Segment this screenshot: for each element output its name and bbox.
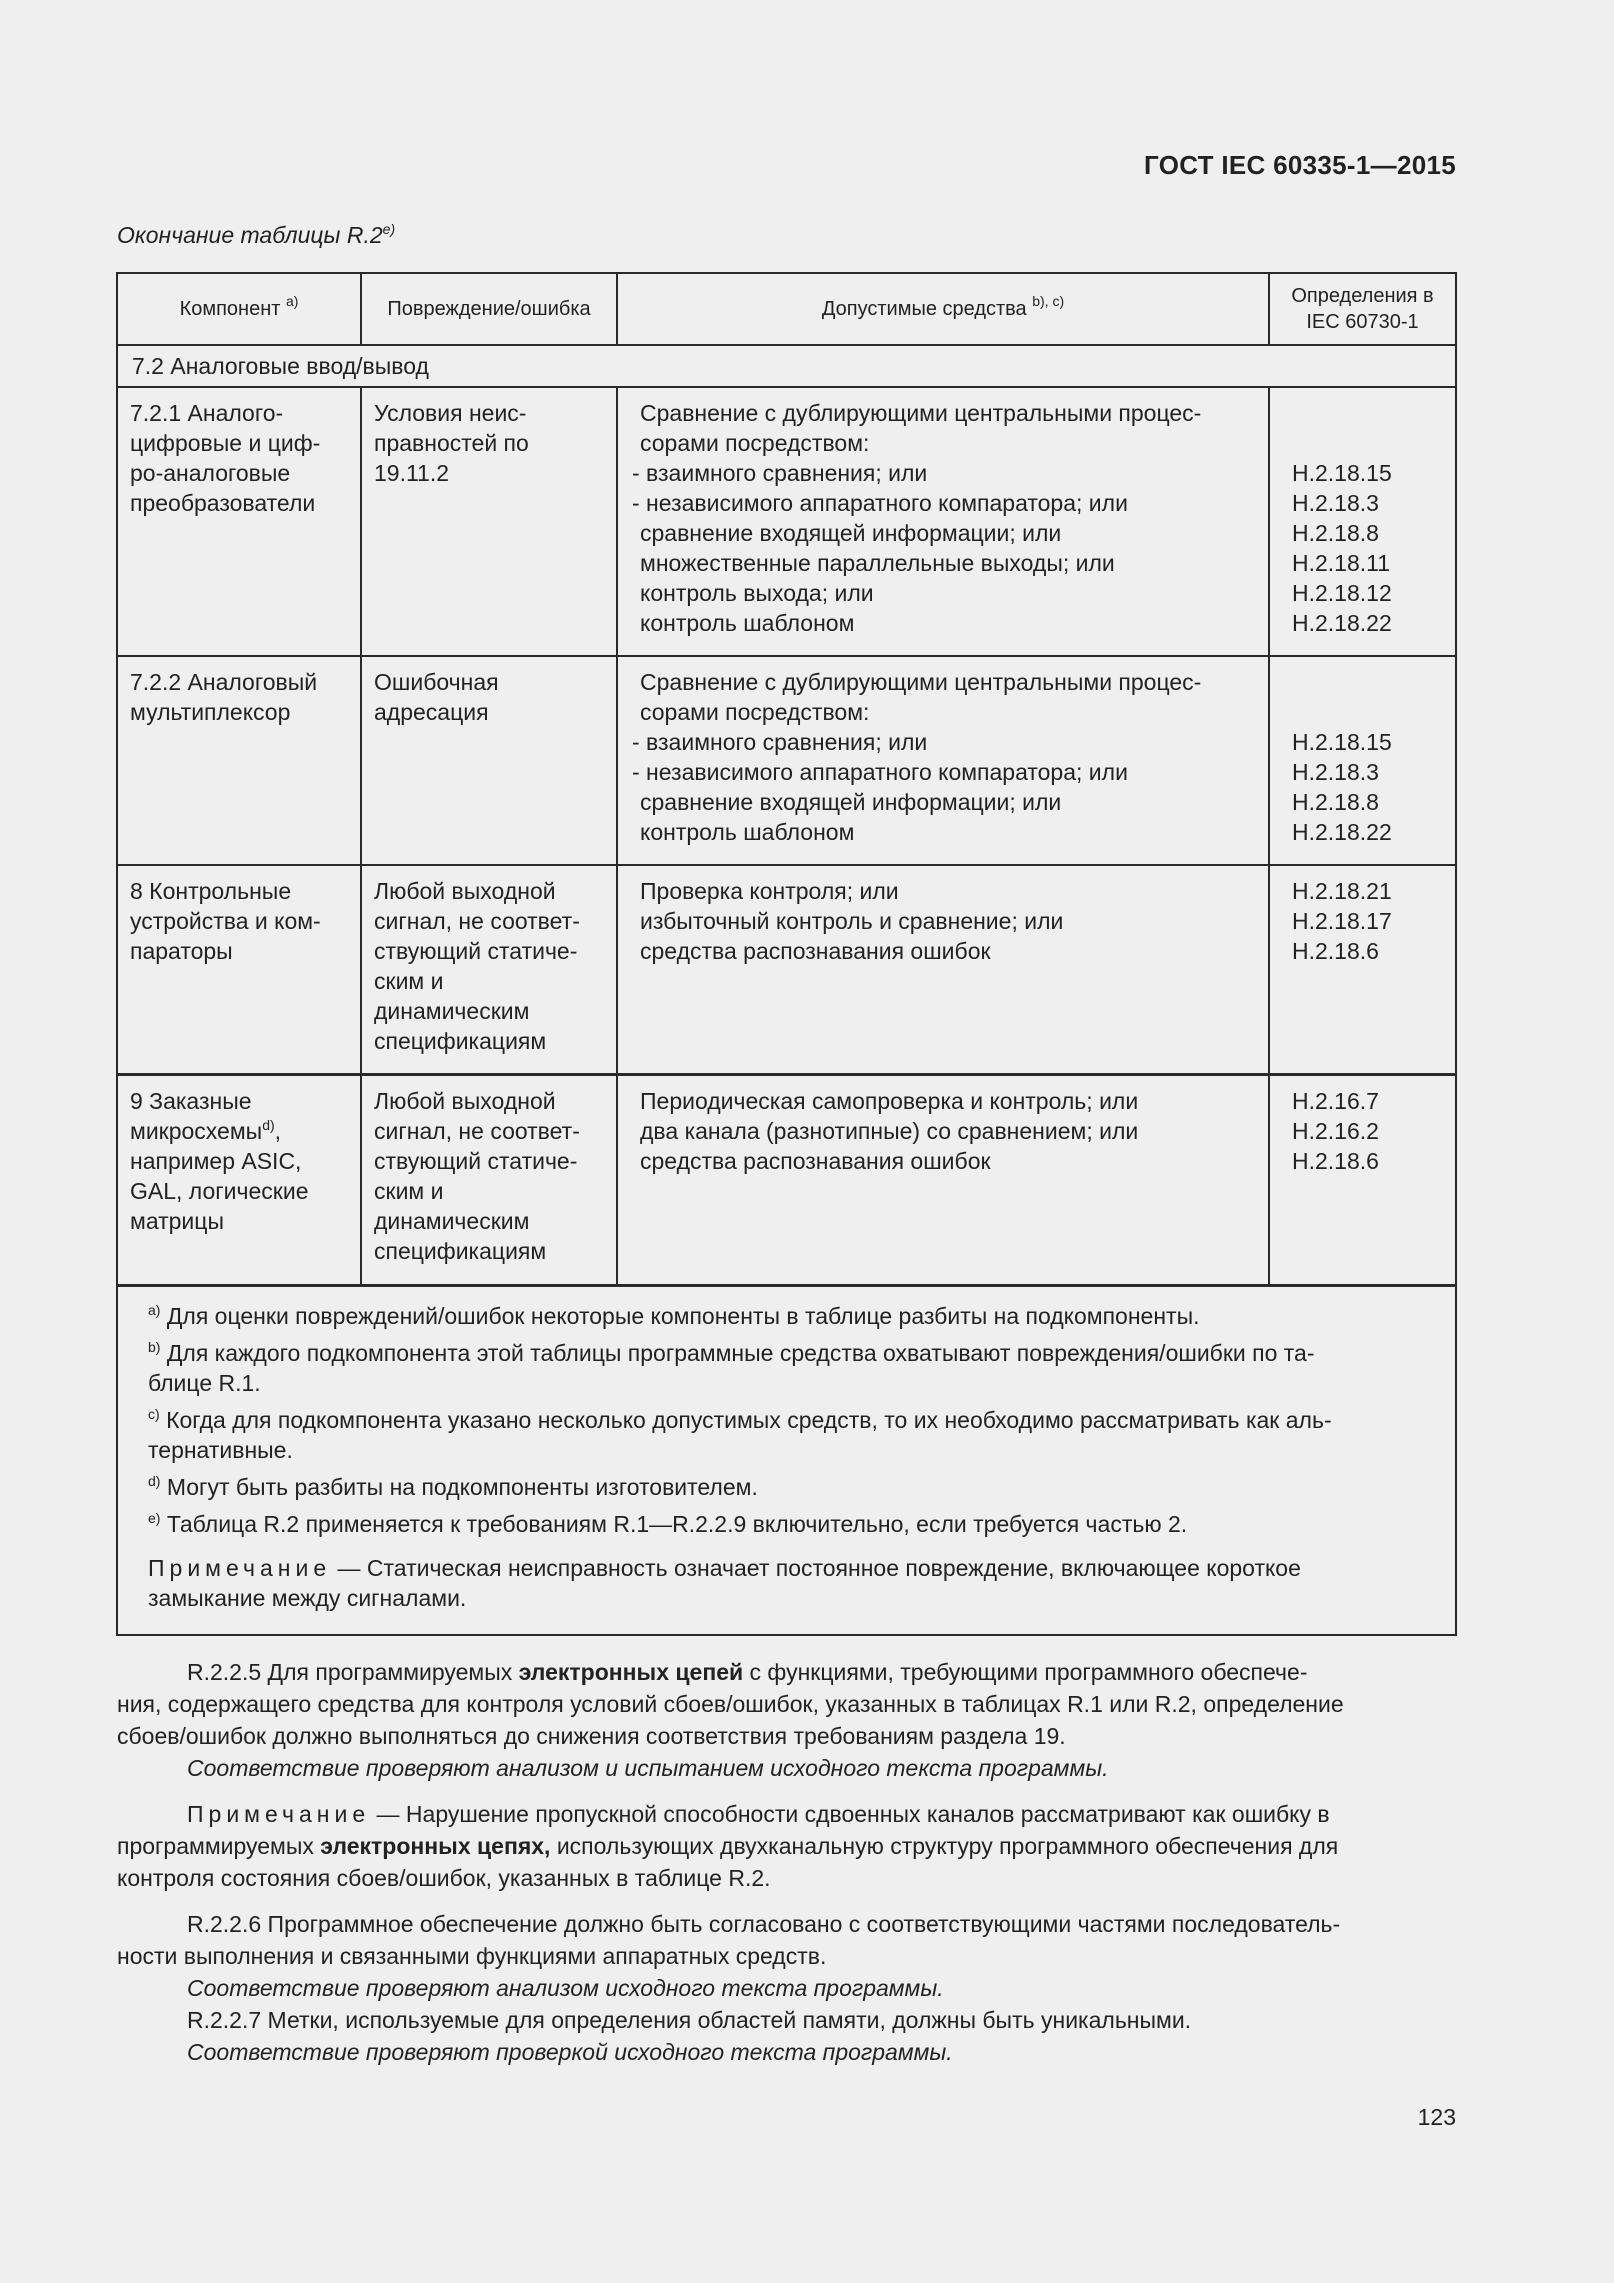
paragraph-r226-cont: ности выполнения и связанными функциями аппаратных средств.: [117, 1943, 827, 1969]
paragraph-r225-cont: ния, содержащего средства для контроля условий сбоев/ошибок, указанных в таблицах R.1 или R.2, определение: [117, 1691, 1344, 1717]
component-cell: 8 Контрольные устройства и ком- параторы: [117, 865, 361, 1075]
note-r225-cont2: контроля состояния сбоев/ошибок, указанных в таблице R.2.: [117, 1865, 771, 1891]
definitions-cell: H.2.18.15 H.2.18.3 H.2.18.8 H.2.18.22: [1269, 656, 1456, 865]
footnote-e: $^{e)}$ Таблица R.2 применяется к требованиям R.1—R.2.2.9 включительно, если требуется частью 2.: [148, 1510, 1188, 1537]
definitions-cell: H.2.18.21 H.2.18.17 H.2.18.6: [1269, 865, 1456, 1075]
caption-text: Окончание таблицы R.2: [117, 222, 383, 248]
paragraph-r226: R.2.2.6 Программное обеспечение должно быть согласовано с соответствующими частями последователь-: [187, 1911, 1341, 1937]
definitions-cell: H.2.18.15 H.2.18.3 H.2.18.8 H.2.18.11 H.2.18.12 H.2.18.22: [1269, 387, 1456, 656]
paragraph-r227: R.2.2.7 Метки, используемые для определения областей памяти, должны быть уникальными.: [187, 2007, 1192, 2033]
table-row: [117, 387, 1456, 656]
table-row: [117, 865, 1456, 1075]
footnote-c: $^{c)}$ Когда для подкомпонента указано несколько допустимых средств, то их необходимо рассматривать как аль- тернативные.: [148, 1406, 1332, 1463]
footnotes-row: [117, 1286, 1456, 1636]
header-definitions: Определения в IEC 60730-1: [1269, 273, 1456, 345]
fault-cell: Любой выходной сигнал, не соответ- ствующий статиче- ским и динамическим спецификациям: [361, 1075, 617, 1286]
means-cell: Проверка контроля; или избыточный контроль и сравнение; или средства распознавания ошибок: [617, 865, 1269, 1075]
means-cell: Сравнение с дублирующими центральными процес- сорами посредством: - взаимного сравнения; или - независимого аппаратного компаратора; или сравнение входящей информации; или контроль шаблоном: [617, 656, 1269, 865]
footnotes-cell: [117, 1286, 1456, 1636]
table-header-row: [117, 273, 1456, 345]
table-r2: [116, 272, 1457, 1636]
compliance-r227: Соответствие проверяют проверкой исходного текста программы.: [187, 2039, 953, 2065]
header-component: Компонент $^{a)}$: [117, 273, 361, 345]
header-fault: Повреждение/ошибка: [361, 273, 617, 345]
fault-cell: Любой выходной сигнал, не соответ- ствующий статиче- ским и динамическим спецификациям: [361, 865, 617, 1075]
means-cell: Периодическая самопроверка и контроль; или два канала (разнотипные) со сравнением; или средства распознавания ошибок: [617, 1075, 1269, 1286]
note-r225-cont: программируемых электронных цепях, использующих двухканальную структуру программного обеспечения для: [117, 1833, 1339, 1859]
header-means: Допустимые средства $^{b), c)}$: [617, 273, 1269, 345]
fault-cell: Ошибочная адресация: [361, 656, 617, 865]
footnote-a: $^{a)}$ Для оценки повреждений/ошибок некоторые компоненты в таблице разбиты на подкомпоненты.: [148, 1302, 1200, 1329]
table-note: Примечание — Статическая неисправность означает постоянное повреждение, включающее короткое замыкание между сигналами.: [148, 1555, 1301, 1611]
footnote-d: $^{d)}$ Могут быть разбиты на подкомпоненты изготовителем.: [148, 1473, 758, 1500]
component-cell: 9 Заказные микросхемы$^{d)}$, например ASIC, GAL, логические матрицы: [117, 1075, 361, 1286]
note-r225: Примечание — Нарушение пропускной способности сдвоенных каналов рассматривают как ошибку в: [187, 1801, 1330, 1827]
compliance-r226: Соответствие проверяют анализом исходного текста программы.: [187, 1975, 944, 2001]
fault-cell: Условия неис- правностей по 19.11.2: [361, 387, 617, 656]
caption-sup: е): [382, 221, 396, 237]
table-row: [117, 656, 1456, 865]
page-number: 123: [1417, 2104, 1456, 2130]
table-row: [117, 1075, 1456, 1286]
paragraph-r225-cont2: сбоев/ошибок должно выполняться до снижения соответствия требованиям раздела 19.: [117, 1723, 1066, 1749]
compliance-r225: Соответствие проверяют анализом и испытанием исходного текста программы.: [187, 1755, 1109, 1781]
component-cell: 7.2.1 Аналого- цифровые и циф- ро-аналоговые преобразователи: [117, 387, 361, 656]
definitions-cell: H.2.16.7 H.2.16.2 H.2.18.6: [1269, 1075, 1456, 1286]
component-cell: 7.2.2 Аналоговый мультиплексор: [117, 656, 361, 865]
paragraph-r225: R.2.2.5 Для программируемых электронных цепей с функциями, требующими программного обеспече-: [187, 1659, 1308, 1685]
body-text: [117, 1656, 1455, 2068]
footnote-b: $^{b)}$ Для каждого подкомпонента этой таблицы программные средства охватывают повреждения/ошибки по та- блице R.1.: [148, 1339, 1315, 1396]
document-header: ГОСТ IEC 60335-1—2015: [1144, 150, 1456, 180]
table-caption: [117, 222, 395, 249]
section-row: [117, 345, 1456, 387]
section-title: 7.2 Аналоговые ввод/вывод: [117, 345, 1456, 387]
means-cell: Сравнение с дублирующими центральными процес- сорами посредством: - взаимного сравнения; или - независимого аппаратного компаратора; или сравнение входящей информации; или множественные параллельные выходы; или контроль выхода; или контроль шаблоном: [617, 387, 1269, 656]
